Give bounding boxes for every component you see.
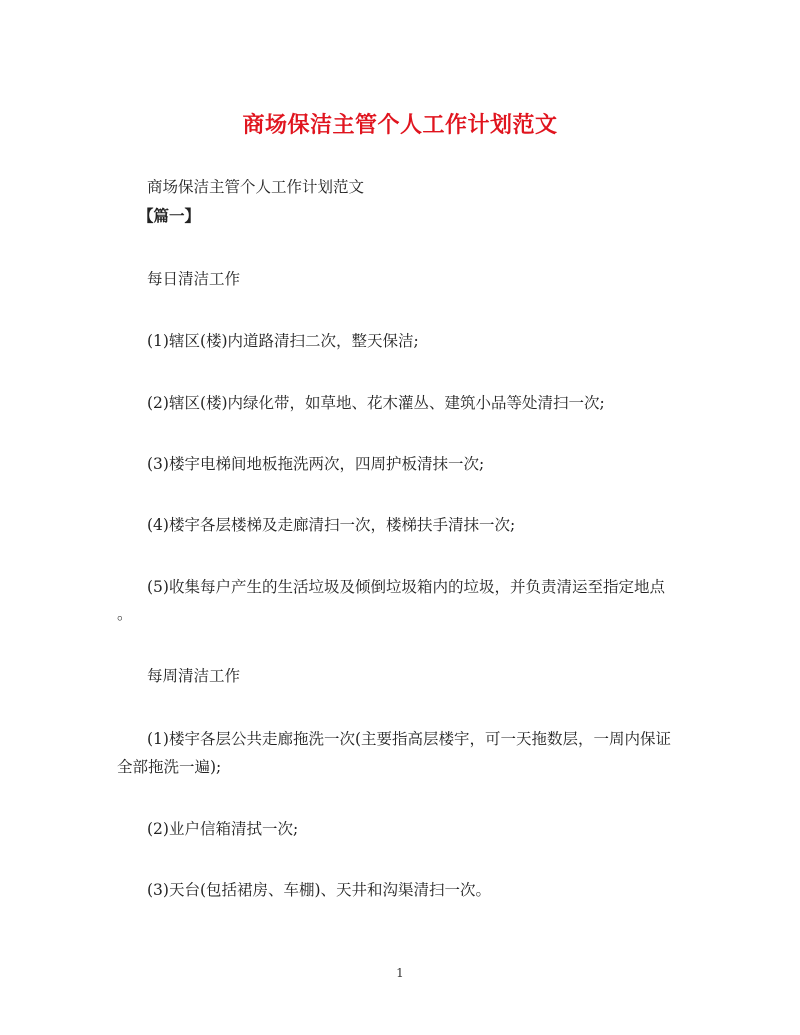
weekly-item-2: (2)业户信箱清拭一次; [147,820,299,838]
daily-item-4: (4)楼宇各层楼梯及走廊清扫一次，楼梯扶手清抹一次; [147,516,516,534]
daily-item-2: (2)辖区(楼)内绿化带，如草地、花木灌丛、建筑小品等处清扫一次; [147,394,605,412]
section-label: 【篇一】 [138,206,201,225]
page-number: 1 [396,966,404,980]
weekly-item-1-line-1: (1)楼宇各层公共走廊拖洗一次(主要指高层楼宇，可一天拖数层，一周内保证 [147,730,672,748]
weekly-item-1-line-2: 全部拖洗一遍); [117,758,222,776]
weekly-heading: 每周清洁工作 [147,667,241,685]
document-title: 商场保洁主管个人工作计划范文 [242,112,558,138]
daily-item-5-continuation: 。 [117,605,133,623]
daily-item-5: (5)收集每户产生的生活垃圾及倾倒垃圾箱内的垃圾，并负责清运至指定地点 [147,578,665,596]
daily-item-3: (3)楼宇电梯间地板拖洗两次，四周护板清抹一次; [147,455,485,473]
daily-item-1: (1)辖区(楼)内道路清扫二次，整天保洁; [147,332,419,350]
weekly-item-3: (3)天台(包括裙房、车棚)、天井和沟渠清扫一次。 [147,881,492,899]
document-subtitle: 商场保洁主管个人工作计划范文 [147,178,365,196]
daily-heading: 每日清洁工作 [147,270,241,288]
